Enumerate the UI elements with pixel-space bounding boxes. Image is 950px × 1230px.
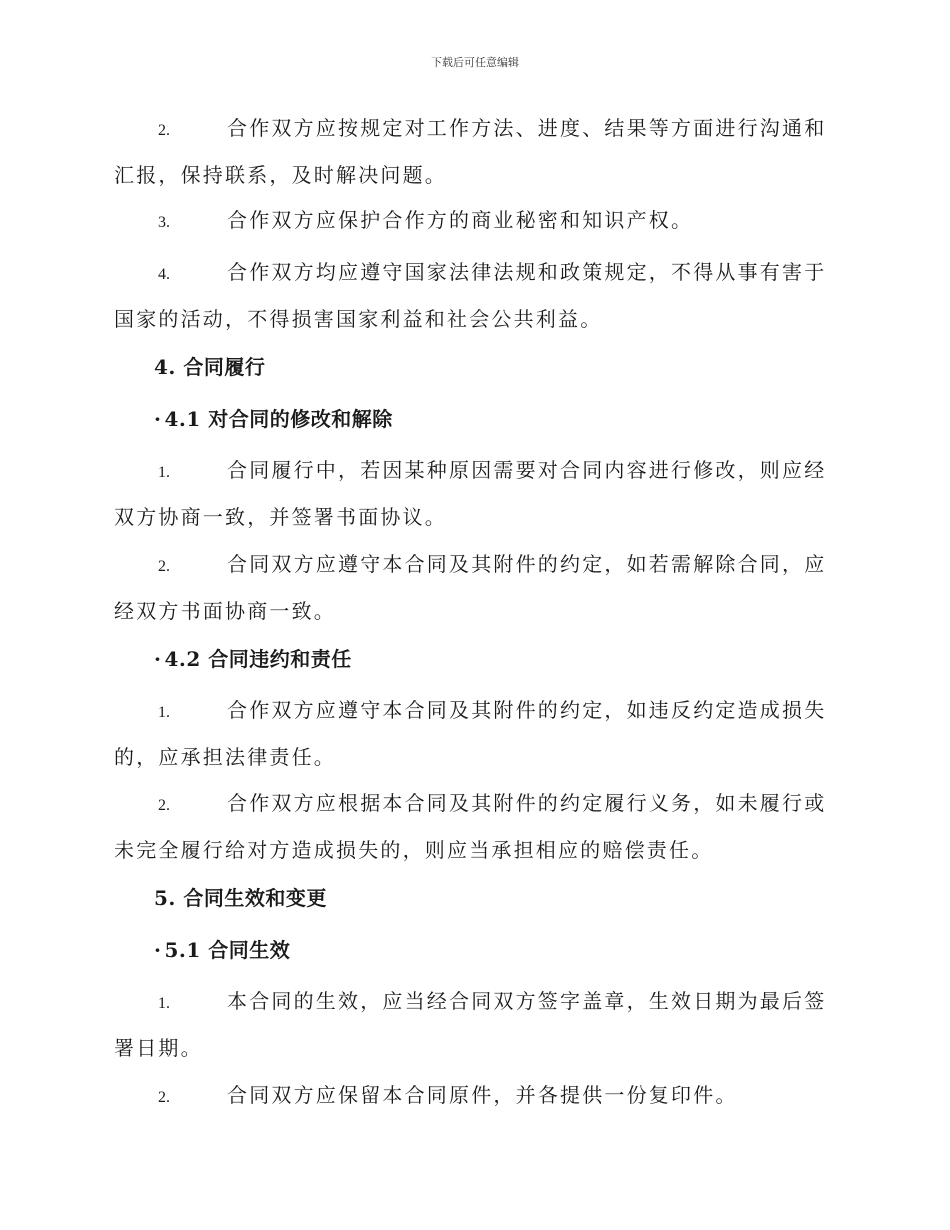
clause-4-1-2 xyxy=(114,542,836,633)
clause-text: 合同双方应遵守本合同及其附件的约定，如若需解除合同，应经双方书面协商一致。 xyxy=(114,552,827,623)
clause-text: 合作双方应按规定对工作方法、进度、结果等方面进行沟通和汇报，保持联系，及时解决问题。 xyxy=(114,116,827,187)
subsection-heading-4-1 xyxy=(114,405,876,433)
clause-text: 合作双方应保护合作方的商业秘密和知识产权。 xyxy=(227,208,694,232)
clause-text: 本合同的生效，应当经合同双方签字盖章，生效日期为最后签署日期。 xyxy=(114,989,827,1060)
clause-text: 合同双方应保留本合同原件，并各提供一份复印件。 xyxy=(227,1083,738,1107)
section-heading-5: 5. 合同生效和变更 xyxy=(154,886,327,910)
clause-4-1-1 xyxy=(114,448,836,539)
clause-number: 2. xyxy=(158,1089,170,1106)
page-header: 下载后可任意编辑 xyxy=(431,56,519,69)
clause-3-confidentiality xyxy=(114,198,836,245)
bullet-marker: · xyxy=(154,647,162,671)
clause-4-2-1 xyxy=(114,688,836,779)
clause-number: 2. xyxy=(158,558,170,575)
bullet-marker: · xyxy=(154,407,162,431)
clause-4-2-2 xyxy=(114,781,836,872)
subsection-heading-4-2 xyxy=(114,645,876,673)
bullet-marker: · xyxy=(154,938,162,962)
clause-number: 2. xyxy=(158,797,170,814)
clause-number: 3. xyxy=(158,214,170,231)
subsection-title: 4.1 对合同的修改和解除 xyxy=(164,407,393,431)
clause-number: 1. xyxy=(158,464,170,481)
clause-text: 合作双方应根据本合同及其附件的约定履行义务，如未履行或未完全履行给对方造成损失的，则应当承担相应的赔偿责任。 xyxy=(114,791,827,862)
clause-text: 合作双方均应遵守国家法律法规和政策规定，不得从事有害于国家的活动，不得损害国家利益和社会公共利益。 xyxy=(114,260,827,331)
clause-number: 1. xyxy=(158,995,170,1012)
subsection-heading-5-1 xyxy=(114,936,876,964)
clause-text: 合作双方应遵守本合同及其附件的约定，如违反约定造成损失的，应承担法律责任。 xyxy=(114,698,827,769)
section-heading-4: 4. 合同履行 xyxy=(154,355,266,379)
clause-text: 合同履行中，若因某种原因需要对合同内容进行修改，则应经双方协商一致，并签署书面协议。 xyxy=(114,458,827,529)
clause-4-compliance xyxy=(114,250,836,341)
clause-2-communication xyxy=(114,106,836,197)
clause-5-1-2 xyxy=(114,1073,836,1120)
subsection-title: 4.2 合同违约和责任 xyxy=(164,647,352,671)
clause-number: 1. xyxy=(158,704,170,721)
clause-number: 4. xyxy=(158,266,170,283)
subsection-title: 5.1 合同生效 xyxy=(164,938,291,962)
clause-5-1-1 xyxy=(114,979,836,1070)
clause-number: 2. xyxy=(158,122,170,139)
